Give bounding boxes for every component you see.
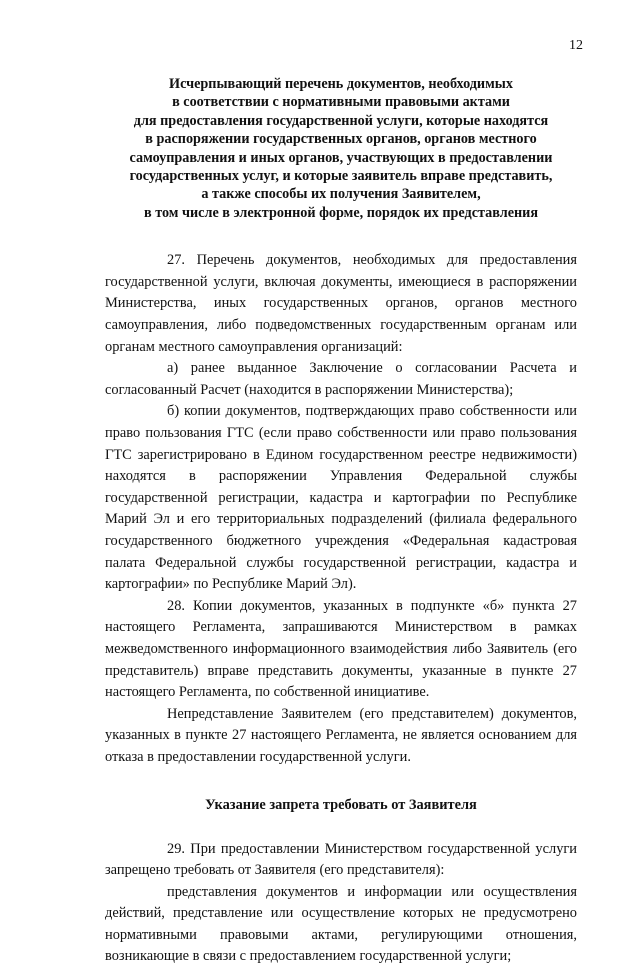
heading-line: в распоряжении государственных органов, органов местного [145, 131, 537, 148]
section-heading [105, 75, 577, 222]
heading-line: самоуправления и иных органов, участвующих в предоставлении [129, 149, 553, 166]
heading-line: в соответствии с нормативными правовыми актами [172, 94, 510, 111]
paragraph-29: 29. При предоставлении Министерством государственной услуги запрещено требовать от Заявителя (его представителя): [105, 840, 577, 879]
paragraph-28: 28. Копии документов, указанных в подпункте «б» пункта 27 настоящего Регламента, запрашиваются Министерством в рамках межведомственного информационного взаимодействия либо Заявитель (его представитель) вправе представить документы, указанные в пункте 27 настоящего Регламента, по собственной инициативе. [105, 597, 577, 701]
paragraph-28-note: Непредставление Заявителем (его представителем) документов, указанных в пункте 27 настоящего Регламента, не является основанием для отказа в предоставлении государственной услуги. [105, 705, 577, 765]
subheading: Указание запрета требовать от Заявителя [205, 796, 477, 813]
heading-line: государственных услуг, и которые заявитель вправе представить, [129, 168, 553, 185]
paragraph-27-a: а) ранее выданное Заключение о согласовании Расчета и согласованный Расчет (находится в распоряжении Министерства); [105, 360, 577, 398]
heading-line: Исчерпывающий перечень документов, необходимых [169, 76, 513, 92]
heading-line: в том числе в электронной форме, порядок их представления [143, 204, 539, 221]
page-number: 12 [569, 38, 583, 53]
document-body [105, 75, 577, 968]
paragraph-27-b: б) копии документов, подтверждающих право собственности или право пользования ГТС (если право собственности или право пользования ГТС зарегистрировано в Едином государственном реестре недвижимости) находятся в распоряжении Управления Федеральной службы государственной регистрации, кадастра и картографии по Республике Марий Эл и его территориальных подразделений (филиала федерального государственного бюджетного учреждения «Федеральная кадастровая палата Федеральной службы государственной регистрации, кадастра и картографии» по Республике Марий Эл). [105, 403, 577, 593]
paragraph-27: 27. Перечень документов, необходимых для предоставления государственной услуги, включая документы, имеющиеся в распоряжении Министерства, иных государственных органов, органов местного самоуправления, либо подведомственных государственным органам или органам местного самоуправления организаций: [105, 252, 577, 355]
heading-line: для предоставления государственной услуги, которые находятся [133, 112, 549, 129]
paragraph-29-item: представления документов и информации или осуществления действий, представление или осуществление которых не предусмотрено нормативными правовыми актами, регулирующими отношения, возникающие в связи с предоставлением государственной услуги; [105, 883, 577, 965]
heading-line: а также способы их получения Заявителем, [201, 186, 481, 203]
